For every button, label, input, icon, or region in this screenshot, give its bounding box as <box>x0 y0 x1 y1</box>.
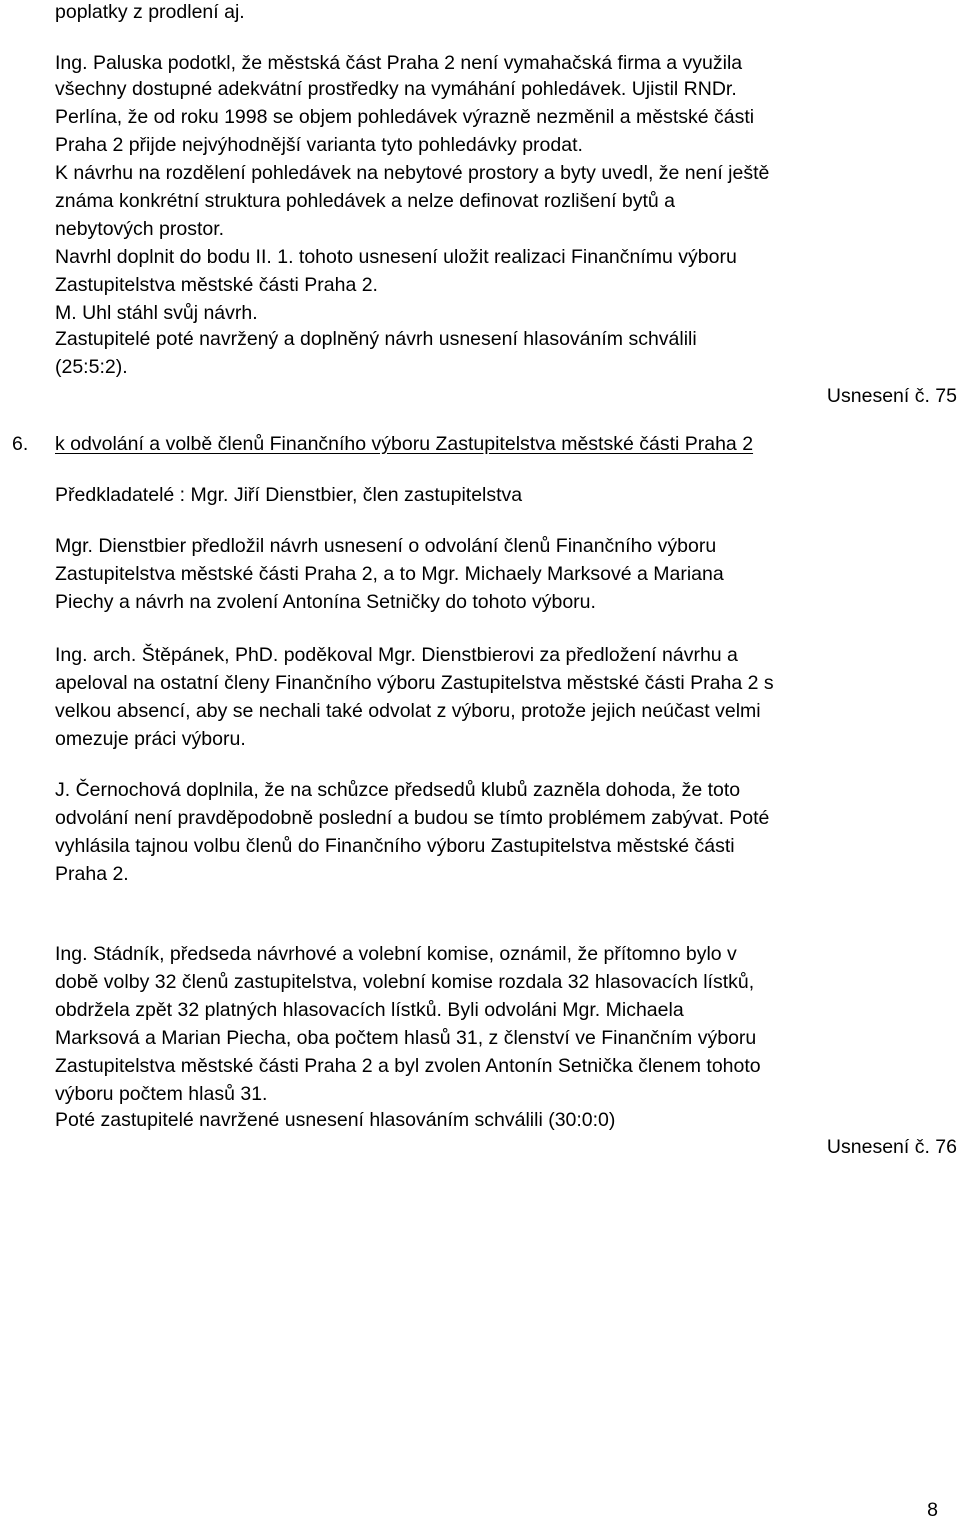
text-line: Ing. arch. Štěpánek, PhD. poděkoval Mgr. Dienstbierovi za předložení návrhu a <box>55 644 738 666</box>
text-line: Zastupitelstva městské části Praha 2, a to Mgr. Michaely Marksové a Mariana <box>55 563 724 585</box>
text-line: J. Černochová doplnila, že na schůzce předsedů klubů zazněla dohoda, že toto <box>55 779 741 801</box>
text-line: Navrhl doplnit do bodu II. 1. tohoto usnesení uložit realizaci Finančnímu výboru <box>55 246 737 268</box>
text-line: velkou absencí, aby se nechali také odvolat z výboru, protože jejich neúčast velmi <box>55 700 761 722</box>
resolution-75: Usnesení č. 75 <box>826 385 957 407</box>
proposers: Předkladatelé : Mgr. Jiří Dienstbier, člen zastupitelstva <box>55 484 523 506</box>
text-line: Ing. Paluska podotkl, že městská část Praha 2 není vymahačská firma a využila <box>55 52 743 74</box>
item-title: k odvolání a volbě členů Finančního výboru Zastupitelstva městské části Praha 2 <box>55 433 754 455</box>
text-line: poplatky z prodlení aj. <box>55 1 245 23</box>
item-number: 6. <box>12 433 29 455</box>
text-line: Ing. Stádník, předseda návrhové a volební komise, oznámil, že přítomno bylo v <box>55 943 737 965</box>
text-line: apeloval na ostatní členy Finančního výboru Zastupitelstva městské části Praha 2 s <box>55 672 774 694</box>
text-line: známa konkrétní struktura pohledávek a nelze definovat rozlišení bytů a <box>55 190 676 212</box>
text-line: K návrhu na rozdělení pohledávek na nebytové prostory a byty uvedl, že není ještě <box>55 162 770 184</box>
text-line: nebytových prostor. <box>55 218 225 240</box>
text-line: omezuje práci výboru. <box>55 728 246 750</box>
page-number: 8 <box>927 1499 938 1521</box>
text-line: Poté zastupitelé navržené usnesení hlasováním schválili (30:0:0) <box>55 1109 616 1131</box>
text-line: všechny dostupné adekvátní prostředky na vymáhání pohledávek. Ujistil RNDr. <box>55 78 737 100</box>
text-line: výboru počtem hlasů 31. <box>55 1083 268 1105</box>
text-line: Praha 2 přijde nejvýhodnější varianta tyto pohledávky prodat. <box>55 134 583 156</box>
text-line: vyhlásila tajnou volbu členů do Finančního výboru Zastupitelstva městské části <box>55 835 735 857</box>
text-line: Mgr. Dienstbier předložil návrh usnesení o odvolání členů Finančního výboru <box>55 535 717 557</box>
text-line: Piechy a návrh na zvolení Antonína Setničky do tohoto výboru. <box>55 591 596 613</box>
text-line: Praha 2. <box>55 863 129 885</box>
text-line: obdržela zpět 32 platných hlasovacích lístků. Byli odvoláni Mgr. Michaela <box>55 999 684 1021</box>
text-line: Marksová a Marian Piecha, oba počtem hlasů 31, z členství ve Finančním výboru <box>55 1027 757 1049</box>
text-line: Zastupitelstva městské části Praha 2. <box>55 274 378 296</box>
text-line: Perlína, že od roku 1998 se objem pohledávek výrazně nezměnil a městské části <box>55 106 755 128</box>
text-line: odvolání není pravděpodobně poslední a budou se tímto problémem zabývat. Poté <box>55 807 770 829</box>
text-line: Zastupitelstva městské části Praha 2 a byl zvolen Antonín Setnička členem tohoto <box>55 1055 761 1077</box>
text-line: Zastupitelé poté navržený a doplněný návrh usnesení hlasováním schválili <box>55 328 697 350</box>
resolution-76: Usnesení č. 76 <box>826 1136 957 1158</box>
text-line: M. Uhl stáhl svůj návrh. <box>55 302 258 324</box>
text-line: době volby 32 členů zastupitelstva, volební komise rozdala 32 hlasovacích lístků, <box>55 971 755 993</box>
text-line: (25:5:2). <box>55 356 128 378</box>
